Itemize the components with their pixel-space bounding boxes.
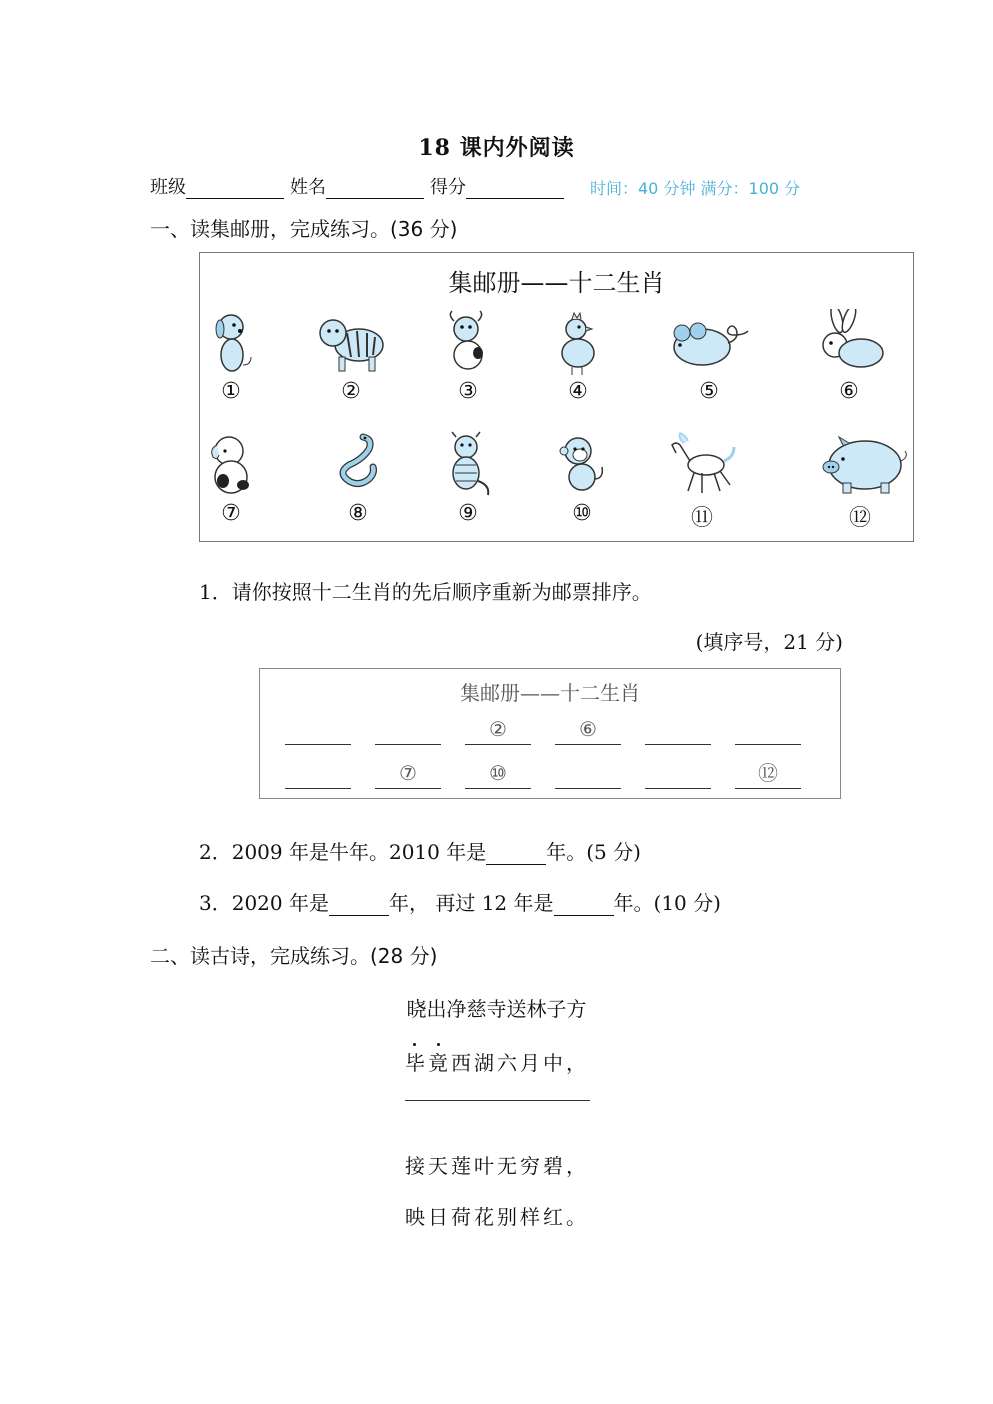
- section1-heading: 一、读集邮册，完成练习。(36 分): [150, 217, 458, 241]
- score-field[interactable]: [466, 178, 564, 199]
- question-3-text-b: 年， 再过 12 年是: [388, 891, 554, 915]
- stamp-number: ⑤: [699, 379, 719, 404]
- info-line: [150, 173, 800, 199]
- stamp-8: [313, 431, 403, 526]
- question-3-blank-1[interactable]: [329, 895, 389, 916]
- poem-title: 晓出净慈寺送林子方: [406, 997, 587, 1021]
- stamp-number: ②: [341, 379, 361, 404]
- poem-line-2-blank[interactable]: [405, 1100, 590, 1101]
- stamp-10: [537, 431, 627, 526]
- order-slot-8[interactable]: ⑦: [375, 760, 441, 789]
- score-label: 得分: [430, 177, 466, 198]
- order-slot-6[interactable]: [735, 716, 801, 745]
- question-3-blank-2[interactable]: [554, 895, 614, 916]
- monkey-icon: [554, 431, 610, 499]
- ox-icon: [440, 309, 496, 377]
- stamp-number: ⑩: [572, 501, 592, 526]
- pig-icon: [815, 431, 911, 499]
- dragon-icon: [440, 431, 496, 499]
- stamp-7: [186, 431, 276, 526]
- stamp-number: ⑦: [221, 501, 241, 526]
- order-slot-9[interactable]: ⑩: [465, 760, 531, 789]
- name-field[interactable]: [326, 178, 424, 199]
- stamp-6: [804, 309, 894, 404]
- page-title: 18 课内外阅读: [418, 135, 575, 161]
- order-slot-12[interactable]: ⑫: [735, 760, 801, 789]
- stamp-2: [306, 309, 396, 404]
- stamp-album: [199, 252, 914, 542]
- question-2-blank[interactable]: [486, 844, 546, 865]
- question-3-text-c: 年。(10 分): [613, 891, 721, 915]
- order-box: [259, 668, 841, 799]
- tiger-icon: [313, 309, 389, 377]
- order-slot-1[interactable]: [285, 716, 351, 745]
- question-2-text-a: 2．2009 年是牛年。2010 年是: [199, 840, 487, 864]
- stamp-number: ⑪: [690, 506, 713, 531]
- stamp-5: [664, 309, 754, 404]
- poem-line-4: 映日荷花别样红。: [405, 1205, 589, 1229]
- stamp-4: [533, 309, 623, 404]
- stamp-number: ⑧: [348, 501, 368, 526]
- stamp-number: ①: [221, 379, 241, 404]
- class-label: 班级: [150, 177, 186, 198]
- order-box-title: 集邮册——十二生肖: [460, 681, 640, 705]
- stamp-1: [186, 309, 276, 404]
- question-3-text-a: 3．2020 年是: [199, 891, 329, 915]
- emphasis-dot: [437, 1043, 440, 1046]
- question-3: [199, 887, 721, 916]
- question-2-text-b: 年。(5 分): [546, 840, 641, 864]
- order-slot-4[interactable]: ⑥: [555, 716, 621, 745]
- question-2: [199, 836, 641, 865]
- album-title: 集邮册——十二生肖: [448, 269, 665, 297]
- poem-line-3: 接天莲叶无穷碧，: [405, 1154, 589, 1178]
- stamp-3: [423, 309, 513, 404]
- question-1: 1．请你按照十二生肖的先后顺序重新为邮票排序。: [199, 580, 652, 604]
- order-slot-5[interactable]: [645, 716, 711, 745]
- time-limit-text: 时间：40 分钟 满分：100 分: [590, 179, 801, 198]
- class-field[interactable]: [186, 178, 284, 199]
- stamp-11: [657, 431, 747, 532]
- rabbit-icon: [809, 309, 889, 377]
- stamp-9: [423, 431, 513, 526]
- dog-icon: [201, 309, 261, 377]
- order-slot-11[interactable]: [645, 760, 711, 789]
- order-slot-10[interactable]: [555, 760, 621, 789]
- section2-heading: 二、读古诗，完成练习。(28 分): [150, 944, 438, 968]
- snake-icon: [335, 431, 381, 499]
- order-slot-7[interactable]: [285, 760, 351, 789]
- stamp-number: ③: [458, 379, 478, 404]
- emphasis-dot: [413, 1043, 416, 1046]
- name-label: 姓名: [290, 177, 326, 198]
- order-slot-3[interactable]: ②: [465, 716, 531, 745]
- poem-line-1: 毕竟西湖六月中，: [405, 1051, 589, 1075]
- horse-icon: [666, 431, 738, 499]
- question-1-points: (填序号，21 分): [695, 630, 843, 654]
- sheep-icon: [201, 431, 261, 499]
- rooster-icon: [550, 309, 606, 377]
- stamp-number: ⑨: [458, 501, 478, 526]
- stamp-number: ④: [568, 379, 588, 404]
- stamp-12: [815, 431, 905, 532]
- stamp-number: ⑫: [848, 506, 871, 531]
- order-slot-2[interactable]: [375, 716, 441, 745]
- stamp-number: ⑥: [839, 379, 859, 404]
- rat-icon: [664, 309, 754, 377]
